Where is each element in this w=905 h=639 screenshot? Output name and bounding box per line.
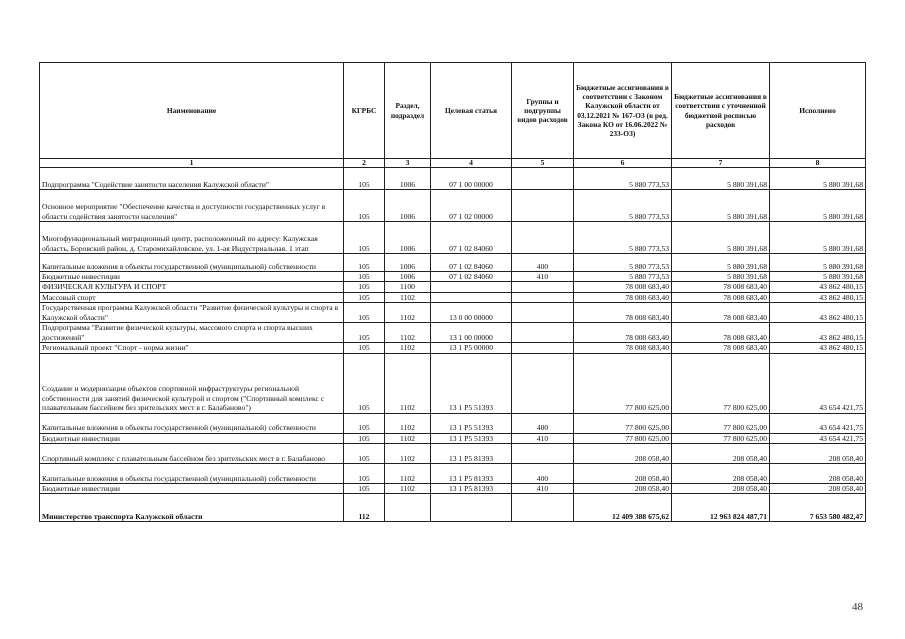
row-target: 07 1 02 84060: [431, 272, 512, 282]
col-header-refined: Бюджетные ассигнования в соответствии с уточненной бюджетной росписью расходов: [672, 63, 770, 159]
row-law-amount: 78 008 683,40: [574, 343, 672, 353]
table-row: [40, 464, 866, 484]
row-executed-amount: 5 880 391,68: [770, 222, 866, 254]
table-row: [40, 444, 866, 464]
row-law-amount: 77 800 625,00: [574, 433, 672, 443]
row-refined-amount: 77 800 625,00: [672, 413, 770, 433]
row-section: 1102: [385, 343, 431, 353]
row-section: 1102: [385, 464, 431, 484]
row-name: Капитальные вложения в объекты государственной (муниципальной) собственности: [40, 254, 344, 272]
row-target: 07 1 02 84060: [431, 222, 512, 254]
row-name: Капитальные вложения в объекты государственной (муниципальной) собственности: [40, 413, 344, 433]
row-name: Министерство транспорта Калужской области: [40, 494, 344, 522]
row-group: [512, 494, 574, 522]
row-target: 13 1 P5 51393: [431, 353, 512, 413]
row-name: Бюджетные инвестиции: [40, 484, 344, 494]
row-executed-amount: 43 862 480,15: [770, 282, 866, 292]
table-row: [40, 190, 866, 222]
row-kgrbs: 112: [344, 494, 385, 522]
row-target: 13 1 P5 81393: [431, 464, 512, 484]
row-section: 1102: [385, 353, 431, 413]
table-row: [40, 494, 866, 522]
row-law-amount: 78 008 683,40: [574, 303, 672, 323]
row-refined-amount: 208 058,40: [672, 464, 770, 484]
row-target: 13 0 00 00000: [431, 303, 512, 323]
col-header-section: Раздел, подраздел: [385, 63, 431, 159]
row-section: 1102: [385, 292, 431, 302]
column-number: 4: [431, 159, 512, 168]
page-number: 48: [852, 601, 863, 613]
table-row: [40, 343, 866, 353]
row-target: 13 1 P5 00000: [431, 343, 512, 353]
row-name: Подпрограмма "Содействие занятости населения Калужской области": [40, 168, 344, 190]
table-row: [40, 353, 866, 413]
table-body: [40, 168, 866, 522]
row-group: [512, 353, 574, 413]
row-refined-amount: 5 880 391,68: [672, 222, 770, 254]
row-group: [512, 168, 574, 190]
row-refined-amount: 77 800 625,00: [672, 353, 770, 413]
row-executed-amount: 208 058,40: [770, 484, 866, 494]
row-kgrbs: 105: [344, 222, 385, 254]
row-refined-amount: 78 008 683,40: [672, 323, 770, 343]
row-group: [512, 222, 574, 254]
row-refined-amount: 78 008 683,40: [672, 303, 770, 323]
row-kgrbs: 105: [344, 190, 385, 222]
row-executed-amount: 43 862 480,15: [770, 323, 866, 343]
row-law-amount: 78 008 683,40: [574, 282, 672, 292]
row-refined-amount: 12 963 824 487,71: [672, 494, 770, 522]
row-section: 1006: [385, 254, 431, 272]
row-refined-amount: 78 008 683,40: [672, 282, 770, 292]
row-law-amount: 5 880 773,53: [574, 222, 672, 254]
row-group: [512, 444, 574, 464]
row-target: 07 1 02 84060: [431, 254, 512, 272]
row-target: [431, 292, 512, 302]
row-law-amount: 5 880 773,53: [574, 254, 672, 272]
row-law-amount: 5 880 773,53: [574, 168, 672, 190]
row-target: 07 1 02 00000: [431, 190, 512, 222]
row-kgrbs: 105: [344, 464, 385, 484]
row-executed-amount: 43 654 421,75: [770, 413, 866, 433]
row-name: Капитальные вложения в объекты государственной (муниципальной) собственности: [40, 464, 344, 484]
row-refined-amount: 5 880 391,68: [672, 254, 770, 272]
column-number: 2: [344, 159, 385, 168]
row-kgrbs: 105: [344, 343, 385, 353]
row-target: 13 1 P5 81393: [431, 484, 512, 494]
row-executed-amount: 43 654 421,75: [770, 353, 866, 413]
row-section: 1006: [385, 168, 431, 190]
row-group: [512, 292, 574, 302]
row-executed-amount: 43 862 480,15: [770, 303, 866, 323]
row-law-amount: 77 800 625,00: [574, 413, 672, 433]
row-target: 13 1 00 00000: [431, 323, 512, 343]
row-refined-amount: 208 058,40: [672, 484, 770, 494]
row-refined-amount: 77 800 625,00: [672, 433, 770, 443]
table-row: [40, 282, 866, 292]
row-executed-amount: 5 880 391,68: [770, 168, 866, 190]
row-section: 1102: [385, 413, 431, 433]
row-name: ФИЗИЧЕСКАЯ КУЛЬТУРА И СПОРТ: [40, 282, 344, 292]
row-law-amount: 77 800 625,00: [574, 353, 672, 413]
row-name: Бюджетные инвестиции: [40, 272, 344, 282]
row-name: Массовый спорт: [40, 292, 344, 302]
row-executed-amount: 43 654 421,75: [770, 433, 866, 443]
table-row: [40, 272, 866, 282]
row-executed-amount: 5 880 391,68: [770, 272, 866, 282]
row-target: [431, 494, 512, 522]
row-executed-amount: 5 880 391,68: [770, 190, 866, 222]
row-group: [512, 303, 574, 323]
row-name: Многофункциональный миграционный центр, расположенный по адресу: Калужская область, Боровский район, д. Старомихайловское, ул. 1-ая Индустриальная. 1 этап: [40, 222, 344, 254]
row-section: 1100: [385, 282, 431, 292]
table-header-row: [40, 63, 866, 159]
row-section: 1006: [385, 222, 431, 254]
row-name: Подпрограмма "Развитие физической культуры, массового спорта и спорта высших достижений": [40, 323, 344, 343]
row-kgrbs: 105: [344, 484, 385, 494]
row-executed-amount: 5 880 391,68: [770, 254, 866, 272]
row-kgrbs: 105: [344, 292, 385, 302]
row-group: [512, 282, 574, 292]
col-header-executed: Исполнено: [770, 63, 866, 159]
column-number: 3: [385, 159, 431, 168]
row-kgrbs: 105: [344, 444, 385, 464]
col-header-target: Целевая статья: [431, 63, 512, 159]
row-section: 1102: [385, 433, 431, 443]
row-section: 1102: [385, 303, 431, 323]
table-row: [40, 484, 866, 494]
row-kgrbs: 105: [344, 413, 385, 433]
table-row: [40, 433, 866, 443]
row-law-amount: 208 058,40: [574, 444, 672, 464]
col-header-law: Бюджетные ассигнования в соответствии с Законом Калужской области от 03.12.2021 № 167-ОЗ (в ред. Закона КО от 16.06.2022 № 233-ОЗ): [574, 63, 672, 159]
row-target: 07 1 00 00000: [431, 168, 512, 190]
row-law-amount: 78 008 683,40: [574, 323, 672, 343]
col-header-groups: Группы и подгруппы видов расходов: [512, 63, 574, 159]
row-name: Спортивный комплекс с плавательным бассейном без зрительских мест в г. Балабаново: [40, 444, 344, 464]
row-group: 400: [512, 464, 574, 484]
row-law-amount: 208 058,40: [574, 484, 672, 494]
row-refined-amount: 5 880 391,68: [672, 272, 770, 282]
row-law-amount: 78 008 683,40: [574, 292, 672, 302]
row-refined-amount: 78 008 683,40: [672, 343, 770, 353]
row-kgrbs: 105: [344, 323, 385, 343]
column-number-row: [40, 159, 866, 168]
row-section: 1006: [385, 272, 431, 282]
column-number: 5: [512, 159, 574, 168]
column-number: 7: [672, 159, 770, 168]
row-law-amount: 208 058,40: [574, 464, 672, 484]
row-target: 13 1 P5 51393: [431, 433, 512, 443]
row-kgrbs: 105: [344, 433, 385, 443]
row-law-amount: 5 880 773,53: [574, 190, 672, 222]
row-target: [431, 282, 512, 292]
row-refined-amount: 5 880 391,68: [672, 190, 770, 222]
row-executed-amount: 43 862 480,15: [770, 292, 866, 302]
row-kgrbs: 105: [344, 282, 385, 292]
row-group: 400: [512, 413, 574, 433]
row-section: 1102: [385, 444, 431, 464]
document-page: [39, 62, 865, 522]
row-executed-amount: 208 058,40: [770, 444, 866, 464]
column-number: 6: [574, 159, 672, 168]
row-kgrbs: 105: [344, 353, 385, 413]
col-header-name: Наименование: [40, 63, 344, 159]
table-row: [40, 323, 866, 343]
row-law-amount: 12 409 388 675,62: [574, 494, 672, 522]
row-kgrbs: 105: [344, 168, 385, 190]
row-executed-amount: 7 653 580 482,47: [770, 494, 866, 522]
row-section: 1102: [385, 484, 431, 494]
row-group: [512, 323, 574, 343]
row-target: 13 1 P5 51393: [431, 413, 512, 433]
row-group: [512, 190, 574, 222]
row-kgrbs: 105: [344, 272, 385, 282]
row-executed-amount: 43 862 480,15: [770, 343, 866, 353]
row-executed-amount: 208 058,40: [770, 464, 866, 484]
row-section: 1102: [385, 323, 431, 343]
table-row: [40, 168, 866, 190]
row-group: 400: [512, 254, 574, 272]
table-row: [40, 413, 866, 433]
table-row: [40, 254, 866, 272]
row-name: Бюджетные инвестиции: [40, 433, 344, 443]
row-law-amount: 5 880 773,53: [574, 272, 672, 282]
col-header-kgrbs: КГРБС: [344, 63, 385, 159]
row-refined-amount: 5 880 391,68: [672, 168, 770, 190]
row-kgrbs: 105: [344, 303, 385, 323]
row-name: Основное мероприятие "Обеспечение качества и доступности государственных услуг в области содействия занятости населения": [40, 190, 344, 222]
row-refined-amount: 78 008 683,40: [672, 292, 770, 302]
row-name: Создание и модернизация объектов спортивной инфраструктуры региональной собственности для занятий физической культурой и спортом ("Спортивный комплекс с плавательным бассейном без зрительских мест в г. Балабаново"): [40, 353, 344, 413]
row-refined-amount: 208 058,40: [672, 444, 770, 464]
row-section: 1006: [385, 190, 431, 222]
row-section: [385, 494, 431, 522]
row-name: Региональный проект "Спорт - норма жизни": [40, 343, 344, 353]
column-number: 8: [770, 159, 866, 168]
row-group: 410: [512, 272, 574, 282]
row-target: 13 1 P5 81393: [431, 444, 512, 464]
row-name: Государственная программа Калужской области "Развитие физической культуры и спорта в Калужской области": [40, 303, 344, 323]
row-group: 410: [512, 484, 574, 494]
table-row: [40, 292, 866, 302]
table-row: [40, 222, 866, 254]
row-group: 410: [512, 433, 574, 443]
column-number: 1: [40, 159, 344, 168]
row-group: [512, 343, 574, 353]
budget-table: [39, 62, 866, 522]
row-kgrbs: 105: [344, 254, 385, 272]
table-row: [40, 303, 866, 323]
